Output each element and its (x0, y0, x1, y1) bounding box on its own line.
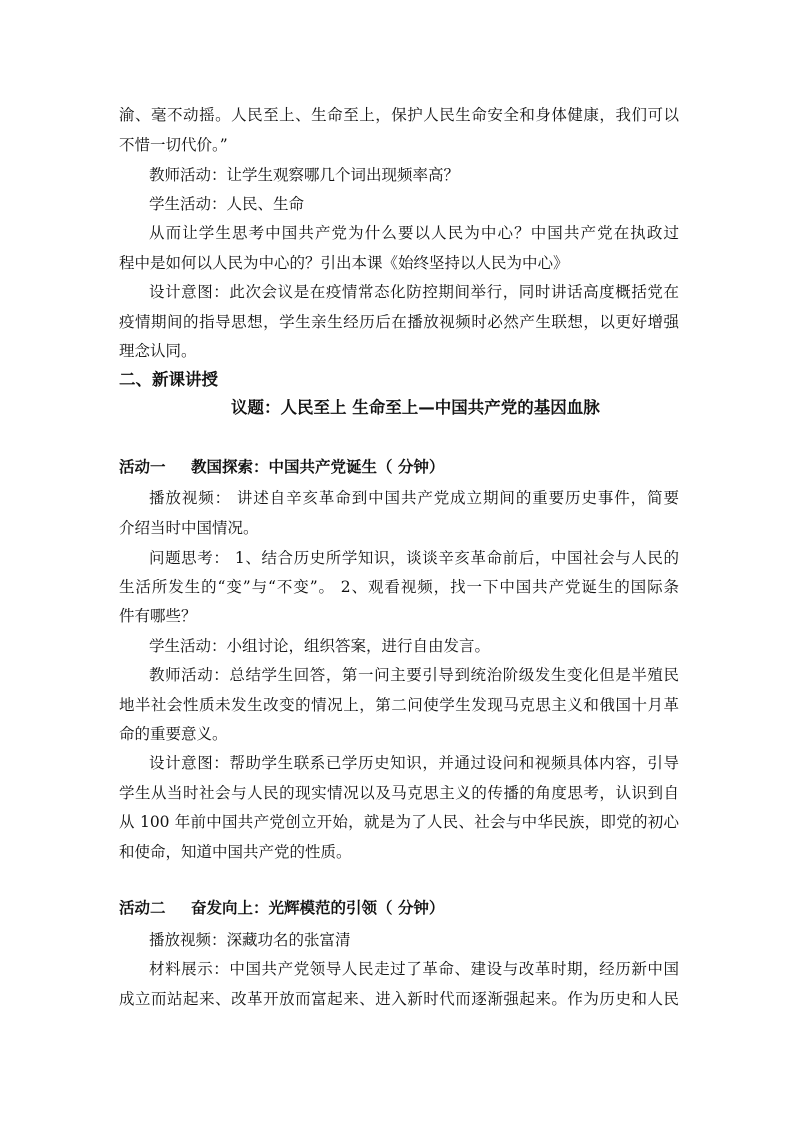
activity-title: 教国探索：中国共产党诞生（ 分钟） (191, 458, 445, 476)
paragraph-line: 从而让学生思考中国共产党为什么要以人民为中心？中国共产党在执政过 (149, 224, 679, 242)
paragraph-line: 设计意图：此次会议是在疫情常态化防控期间举行，同时讲话高度概括党在 (149, 283, 679, 301)
paragraph-line: 学生活动：人民、生命 (149, 195, 305, 213)
paragraph-line: 学生从当时社会与人民的现实情况以及马克思主义的传播的角度思考，认识到自 (119, 784, 679, 802)
paragraph-line: 疫情期间的指导思想，学生亲生经历后在播放视频时必然产生联想，以更好增强 (119, 313, 679, 331)
paragraph-line: 播放视频： 讲述自辛亥革命到中国共产党成立期间的重要历史事件，简要 (149, 489, 679, 507)
paragraph-line: 生活所发生的“变”与“不变”。 2、观看视频，找一下中国共产党诞生的国际条 (119, 578, 679, 596)
paragraph-line: 教师活动：总结学生回答，第一问主要引导到统治阶级发生变化但是半殖民 (149, 666, 679, 684)
paragraph-line: 地半社会性质未发生改变的情况上，第二问使学生发现马克思主义和俄国十月革 (119, 696, 679, 714)
paragraph-line: 材料展示：中国共产党领导人民走过了革命、建设与改革时期，经历新中国 (149, 960, 679, 978)
paragraph-line: 成立而站起来、改革开放而富起来、进入新时代而逐渐强起来。作为历史和人民 (119, 990, 679, 1008)
section-heading: 二、新课讲授 (119, 370, 218, 389)
paragraph-line: 问题思考： 1、结合历史所学知识，谈谈辛亥革命前后，中国社会与人民的 (149, 549, 679, 567)
paragraph-line: 程中是如何以人民为中心的？引出本课《始终坚持以人民为中心》 (119, 254, 569, 272)
paragraph-line: 和使命，知道中国共产党的性质。 (119, 843, 352, 861)
paragraph-line: 设计意图：帮助学生联系已学历史知识，并通过设问和视频具体内容，引导 (149, 754, 679, 772)
activity-two-heading (119, 893, 679, 923)
activity-label: 活动二 (119, 899, 166, 917)
paragraph-line: 播放视频：深藏功名的张富清 (149, 931, 351, 949)
activity-one-heading (119, 452, 679, 482)
topic-heading: 议题：人民至上 生命至上—中国共产党的基因血脉 (231, 398, 600, 417)
activity-title: 奋发向上：光辉模范的引领（ 分钟） (191, 899, 445, 917)
paragraph-line: 渝、毫不动摇。人民至上、生命至上，保护人民生命安全和身体健康，我们可以 (119, 106, 679, 124)
paragraph-line: 从 100 年前中国共产党创立开始，就是为了人民、社会与中华民族，即党的初心 (119, 813, 679, 831)
activity-label: 活动一 (119, 458, 166, 476)
paragraph-line: 理念认同。 (119, 342, 197, 360)
paragraph-line: 不惜一切代价。” (119, 136, 228, 154)
paragraph-line: 件有哪些？ (119, 607, 197, 625)
paragraph-line: 命的重要意义。 (119, 725, 228, 743)
paragraph-line: 教师活动：让学生观察哪几个词出现频率高？ (149, 166, 460, 184)
paragraph-line: 介绍当时中国情况。 (119, 519, 259, 537)
paragraph-line: 学生活动：小组讨论，组织答案，进行自由发言。 (149, 637, 491, 655)
